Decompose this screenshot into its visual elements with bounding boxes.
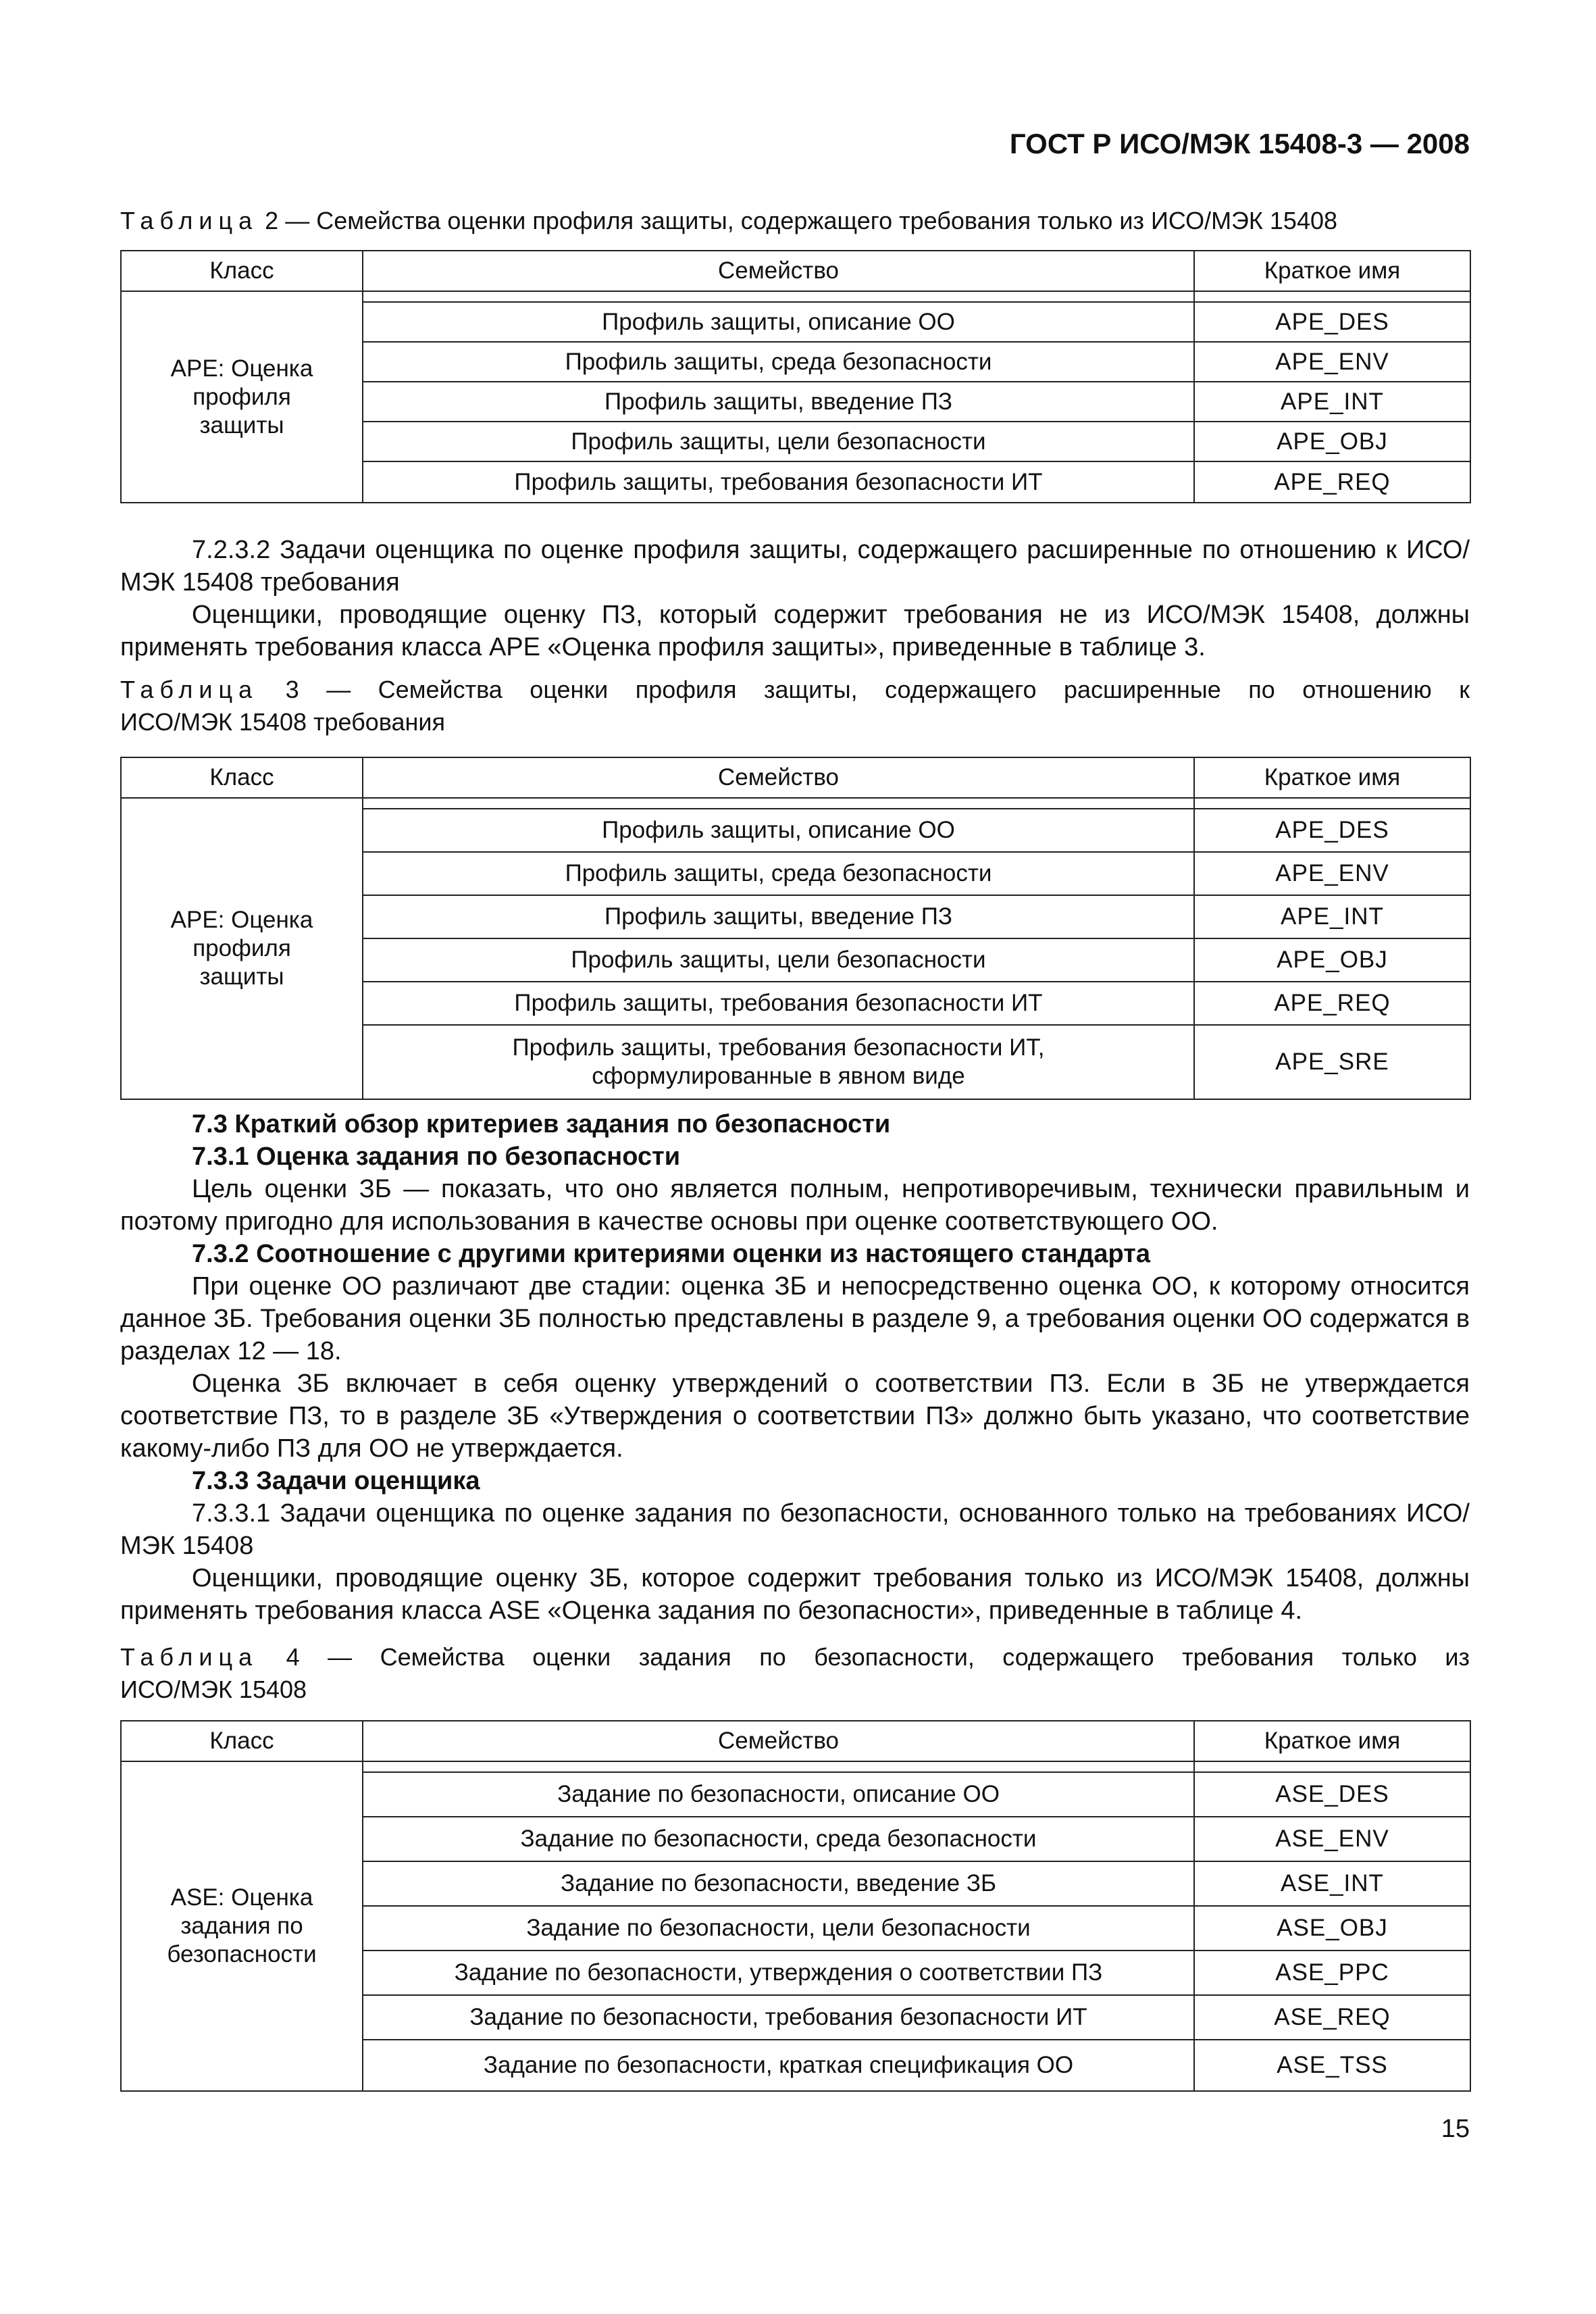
table2-header-family: Семейство: [363, 251, 1194, 291]
table3-family-cell: Профиль защиты, требования безопасности ИТ, сформулированные в явном виде: [363, 1025, 1194, 1099]
table3-code-cell: APE_REQ: [1194, 982, 1470, 1025]
table3-class-cell: APE: Оценка профиля защиты: [121, 798, 363, 1099]
table2-caption-text: — Семейства оценки профиля защиты, содержащего требования только из ИСО/МЭК 15408: [278, 207, 1338, 234]
table2-class-cell: APE: Оценка профиля защиты: [121, 291, 363, 503]
table2: [120, 250, 1471, 503]
document-header: ГОСТ Р ИСО/МЭК 15408-3 — 2008: [1009, 128, 1470, 159]
table3-caption-label: Таблица: [120, 676, 259, 703]
table3-family-cell: Профиль защиты, требования безопасности ИТ: [363, 982, 1194, 1025]
table2-family-cell: Профиль защиты, среда безопасности: [363, 342, 1194, 382]
table3-code-cell: APE_OBJ: [1194, 938, 1470, 982]
table4-class-cell: ASE: Оценка задания по безопасности: [121, 1761, 363, 2091]
table3-family-cell: Профиль защиты, описание ОО: [363, 809, 1194, 852]
table3-code-cell: APE_ENV: [1194, 852, 1470, 895]
table3-header-family: Семейство: [363, 757, 1194, 798]
table3-family-cell: Профиль защиты, среда безопасности: [363, 852, 1194, 895]
section-7232-body: Оценщики, проводящие оценку ПЗ, который содержит требования не из ИСО/МЭК 15408, должны применять требования класса APE «Оценка профиля защиты», приведенные в таблице 3.: [120, 601, 1470, 661]
table2-header-class: Класс: [121, 251, 363, 291]
table4-caption-line1: Таблица 4 — Семейства оценки задания по безопасности, содержащего требования только из: [120, 1643, 1470, 1671]
section-732-heading: 7.3.2 Соотношение с другими критериями оценки из настоящего стандарта: [192, 1240, 1151, 1268]
page-number: 15: [1441, 2115, 1470, 2143]
table3-caption-line2: ИСО/МЭК 15408 требования: [120, 708, 446, 736]
table2-family-cell: Профиль защиты, описание ОО: [363, 302, 1194, 342]
table4-header-class: Класс: [121, 1721, 363, 1761]
table3-caption-number: 3: [285, 676, 299, 703]
section-731-body: Цель оценки ЗБ — показать, что оно является полным, непротиворечивым, технически правильным и поэтому пригодно для использования в качестве основы при оценке соответствующего ОО.: [120, 1175, 1470, 1236]
table3-code-cell: APE_DES: [1194, 809, 1470, 852]
table3-caption-line1: Таблица 3 — Семейства оценки профиля защиты, содержащего расширенные по отношению к: [120, 676, 1470, 703]
table2-code-cell: APE_OBJ: [1194, 422, 1470, 461]
table4: [120, 1720, 1471, 2092]
table4-code-cell: ASE_ENV: [1194, 1817, 1470, 1861]
table2-code-cell: APE_ENV: [1194, 342, 1470, 382]
table2-header-code: Краткое имя: [1194, 251, 1470, 291]
section-73-heading: 7.3 Краткий обзор критериев задания по безопасности: [192, 1110, 891, 1138]
section-7232-heading: 7.2.3.2 Задачи оценщика по оценке профиля защиты, содержащего расширенные по отношению к ИСО/МЭК 15408 требования: [120, 536, 1470, 597]
table4-caption-number: 4: [286, 1643, 300, 1671]
section-731-heading: 7.3.1 Оценка задания по безопасности: [192, 1142, 681, 1171]
table2-family-cell: Профиль защиты, введение ПЗ: [363, 382, 1194, 422]
table4-family-cell: Задание по безопасности, цели безопасности: [363, 1906, 1194, 1951]
table2-caption: [120, 204, 1470, 238]
table3-family-cell: Профиль защиты, цели безопасности: [363, 938, 1194, 982]
table2-code-cell: APE_REQ: [1194, 461, 1470, 503]
table4-header-code: Краткое имя: [1194, 1721, 1470, 1761]
table3-header-class: Класс: [121, 757, 363, 798]
table2-code-cell: APE_DES: [1194, 302, 1470, 342]
section-733-heading: 7.3.3 Задачи оценщика: [192, 1467, 480, 1495]
table4-family-cell: Задание по безопасности, требования безопасности ИТ: [363, 1995, 1194, 2040]
table3: [120, 757, 1471, 1100]
table2-caption-number: 2: [265, 207, 279, 234]
table4-family-cell: Задание по безопасности, утверждения о соответствии ПЗ: [363, 1951, 1194, 1995]
section-732-body-2: Оценка ЗБ включает в себя оценку утверждений о соответствии ПЗ. Если в ЗБ не утверждается соответствие ПЗ, то в разделе ЗБ «Утверждения о соответствии ПЗ» должно быть указано, что соответствие какому-либо ПЗ для ОО не утверждается.: [120, 1369, 1470, 1463]
table4-code-cell: ASE_REQ: [1194, 1995, 1470, 2040]
table4-code-cell: ASE_DES: [1194, 1772, 1470, 1817]
table3-code-cell: APE_INT: [1194, 895, 1470, 938]
table2-family-cell: Профиль защиты, требования безопасности ИТ: [363, 461, 1194, 503]
table3-code-cell: APE_SRE: [1194, 1025, 1470, 1099]
table4-family-cell: Задание по безопасности, среда безопасности: [363, 1817, 1194, 1861]
table2-family-cell: Профиль защиты, цели безопасности: [363, 422, 1194, 461]
section-732-body-1: При оценке ОО различают две стадии: оценка ЗБ и непосредственно оценка ОО, к которому относится данное ЗБ. Требования оценки ЗБ полностью представлены в разделе 9, а требования оценки ОО содержатся в разделах 12 — 18.: [120, 1272, 1470, 1365]
table4-code-cell: ASE_PPC: [1194, 1951, 1470, 1995]
table4-header-family: Семейство: [363, 1721, 1194, 1761]
section-7331-heading: 7.3.3.1 Задачи оценщика по оценке задания по безопасности, основанного только на требованиях ИСО/МЭК 15408: [120, 1499, 1470, 1560]
table4-code-cell: ASE_INT: [1194, 1861, 1470, 1906]
table3-family-cell: Профиль защиты, введение ПЗ: [363, 895, 1194, 938]
table4-caption-label: Таблица: [120, 1643, 259, 1671]
table4-caption-line2: ИСО/МЭК 15408: [120, 1676, 307, 1703]
table2-code-cell: APE_INT: [1194, 382, 1470, 422]
table2-caption-label: Таблица: [120, 207, 259, 234]
table4-family-cell: Задание по безопасности, краткая спецификация ОО: [363, 2040, 1194, 2091]
table4-code-cell: ASE_OBJ: [1194, 1906, 1470, 1951]
table3-header-code: Краткое имя: [1194, 757, 1470, 798]
table4-code-cell: ASE_TSS: [1194, 2040, 1470, 2091]
table4-family-cell: Задание по безопасности, описание ОО: [363, 1772, 1194, 1817]
section-7331-body: Оценщики, проводящие оценку ЗБ, которое содержит требования только из ИСО/МЭК 15408, должны применять требования класса ASE «Оценка задания по безопасности», приведенные в таблице 4.: [120, 1564, 1470, 1625]
table4-family-cell: Задание по безопасности, введение ЗБ: [363, 1861, 1194, 1906]
